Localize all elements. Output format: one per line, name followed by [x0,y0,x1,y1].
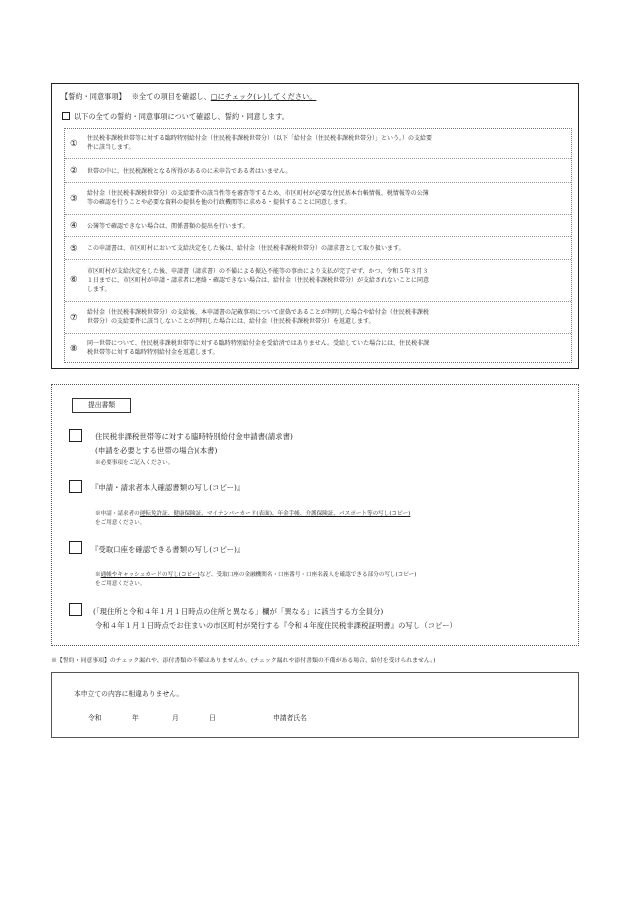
item-number: ② [70,166,78,176]
item-number: ④ [70,221,78,231]
consent-item [65,260,571,302]
item-text-line: 給付金（住民税非課税世帯分）の支給後、本申請書の記載事項について虚偽であることが判明した場合や給付金（住民税非課税 [87,309,429,316]
doc3-note-rest: など、受取口座の金融機関名・口座番号・口座名義人を確認できる部分の写し(コピー) [199,572,417,578]
doc2-note-underlined: 運転免許証、健康保険証、マイナンバーカード(表面)、年金手帳、介護保険証、パスポート等の写し(コピー) [139,511,411,517]
applicant-name-label: 申請者氏名 [273,714,307,722]
consent-item [65,237,571,260]
item-number: ⑤ [70,244,78,254]
doc3-note [95,570,416,578]
item-number: ① [70,139,78,149]
item-number: ⑥ [70,275,78,285]
agree-all-label: 以下の全ての誓約・同意事項について確認し、誓約・同意します。 [74,112,289,121]
item-text-line: 世帯分）の支給要件に該当しないことが判明した場合には、給付金（住民税非課税世帯分）を返還します。 [87,318,375,325]
date-year[interactable]: 年 [132,714,139,722]
consent-note: ※全ての項目を確認し、 [131,92,211,101]
item-text-line: 給付金（住民税非課税世帯分）の支給要件の該当性等を審査等するため、市区町村が必要な住民基本台帳情報、税情報等の公簿 [87,190,429,197]
doc3-note-prefix: ※ [95,572,101,578]
item-text-line: この申請書は、市区町村において支給決定をした後は、給付金（住民税非課税世帯分）の請求書として取り扱います。 [87,245,405,252]
consent-item [65,129,571,159]
consent-item [65,302,571,334]
item-text-line: します。 [87,286,111,293]
doc3-checkbox[interactable] [69,541,82,554]
date-month[interactable]: 月 [172,714,179,722]
doc2-note [95,509,410,517]
date-era: 令和 [88,714,102,722]
item-text-line: 世帯の中に、住民税課税となる所得があるのに未申告である者はいません。 [87,168,292,175]
doc1-note: ※必要事項をご記入ください。 [95,460,174,466]
consent-items-list [64,128,572,363]
doc1-title: 住民税非課税世帯等に対する臨時特別給付金申請書(請求書) [95,432,293,441]
consent-note-underline: □にチェック(レ)してください。 [210,92,317,101]
item-text-line: 税世帯等に対する臨時特別給付金を返還します。 [87,349,219,356]
item-text-line: 市区町村が支給決定をした後、申請書（請求書）の不備による振込不能等の事由により支払が完了せず、かつ、令和５年３月３ [87,268,429,275]
item-text-line: 公簿等で確認できない場合は、関係書類の提出を行います。 [87,223,249,230]
doc3-note-underlined: 通帳やキャッシュカードの写し(コピー) [100,572,200,578]
doc2-title: 『申請・請求者本人確認書類の写し(コピー)』 [91,483,245,492]
declaration-statement: 本申立ての内容に相違ありません。 [74,690,184,698]
docs-section-label: 提出書類 [72,398,131,413]
date-day[interactable]: 日 [209,714,216,722]
consent-item [65,334,571,364]
doc4-checkbox[interactable] [69,603,82,616]
item-number: ⑧ [70,344,78,354]
consent-section [51,83,579,369]
item-number: ③ [70,194,78,204]
consent-header [61,92,316,102]
submission-documents-section [51,384,579,646]
doc2-note-prefix: ※申請・請求者の [95,511,140,517]
doc1-checkbox[interactable] [69,429,82,442]
declaration-section [51,672,579,738]
consent-item [65,159,571,183]
doc2-note-line2: をご用意ください。 [95,520,146,526]
doc3-title: 『受取口座を確認できる書類の写し(コピー)』 [91,545,245,554]
item-text-line: １日までに、市区町村が申請・請求者に連絡・確認できない場合は、給付金（住民税非課税世帯分）が支給されないことに同意 [87,277,430,284]
agree-all-row[interactable] [62,112,289,122]
item-number: ⑦ [70,313,78,323]
consent-item [65,183,571,215]
doc4-title: 令和４年１月１日時点でお住まいの市区町村が発行する『令和４年度住民税非課税証明書』の写し（コピー） [95,621,457,630]
doc4-condition: (「現住所と令和４年１月１日時点の住所と異なる」欄が「異なる」に該当する方全員分) [93,607,384,616]
consent-item [65,215,571,237]
agree-all-checkbox[interactable] [62,112,70,120]
item-text-line: 件に該当します。 [87,144,135,151]
doc1-subtitle: (申請を必要とする世帯の場合)(本書) [95,446,218,455]
item-text-line: 住民税非課税世帯等に対する臨時特別給付金（住民税非課税世帯分）（以下「給付金（住民税非課税世帯分）」という。）の支給要 [87,135,433,142]
item-text-line: 同一世帯について、住民税非課税世帯等に対する臨時特別給付金を受給済ではありません。受給していた場合には、住民税非課 [87,340,430,347]
item-text-line: 等の確認を行うことや必要な資料の提供を他の行政機関等に求める・提供することに同意します。 [87,199,351,206]
doc2-checkbox[interactable] [69,480,82,493]
check-footnote: ※【誓約・同意事項】のチェック漏れや、添付書類の不備はありませんか。(チェック漏れや添付書類の不備がある場合、給付を受けられません。) [51,658,436,664]
doc3-note-line2: をご用意ください。 [95,581,146,587]
consent-title: 【誓約・同意事項】 [61,92,126,101]
